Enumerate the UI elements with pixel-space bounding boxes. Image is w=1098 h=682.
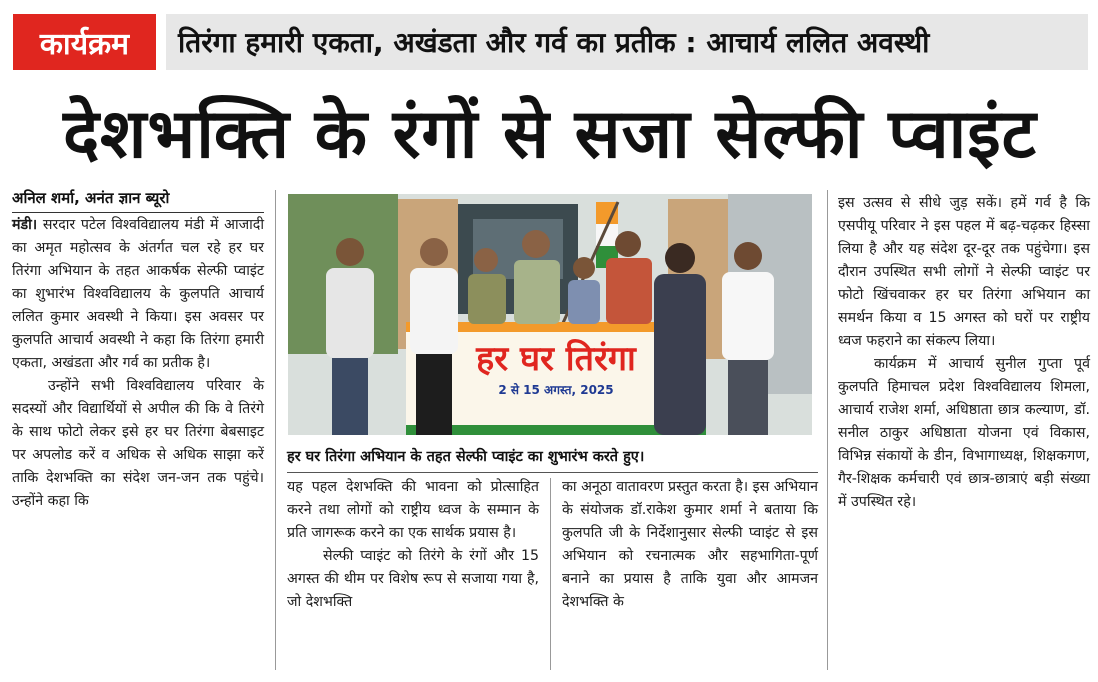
- dateline: मंडी।: [12, 217, 38, 233]
- column-divider: [827, 190, 828, 670]
- byline: अनिल शर्मा, अनंत ज्ञान ब्यूरो: [12, 188, 264, 213]
- article-column-3: [562, 476, 818, 614]
- column-divider: [550, 478, 551, 670]
- section-tag: कार्यक्रम: [13, 14, 156, 70]
- paragraph: का अनूठा वातावरण प्रस्तुत करता है। इस अभियान के संयोजक डॉ.राकेश कुमार शर्मा ने बताया कि कुलपति जी के निर्देशानुसार सेल्फी प्वाइंट से इस अभियान को रचनात्मक और सहभागिता-पूर्ण बनाने का प्रयास है ताकि युवा और आमजन देशभक्ति के: [562, 479, 819, 610]
- banner-date: 2 से 15 अगस्त, 2025: [498, 383, 614, 397]
- article-column-1: [12, 214, 264, 513]
- banner-title: हर घर तिरंगा: [476, 339, 636, 379]
- paragraph: यह पहल देशभक्ति की भावना को प्रोत्साहित करने तथा लोगों को राष्ट्रीय ध्वज के सम्मान के प्रति जागरूक करने का एक सार्थक प्रयास है।: [287, 479, 539, 541]
- paragraph: [12, 214, 264, 375]
- kicker-headline: तिरंगा हमारी एकता, अखंडता और गर्व का प्रतीक : आचार्य ललित अवस्थी: [166, 14, 1088, 70]
- main-headline: देशभक्ति के रंगों से सजा सेल्फी प्वाइंट: [63, 94, 1037, 174]
- photo-caption: हर घर तिरंगा अभियान के तहत सेल्फी प्वाइंट का शुभारंभ करते हुए।: [287, 446, 818, 473]
- news-photo: [288, 194, 812, 435]
- photo-illustration: [288, 194, 812, 435]
- paragraph: उन्होंने सभी विश्वविद्यालय परिवार के सदस्यों और विद्यार्थियों से अपील की कि वे तिरंगे के साथ फोटो लेकर इसे हर घर तिरंगा बेबसाइट पर अपलोड करें व अधिक से अधिक साझा करें ताकि देशभक्ति का संदेश जन-जन तक पहुंचे। उन्होंने कहा कि: [12, 378, 264, 509]
- column-divider: [275, 190, 276, 670]
- paragraph: कार्यक्रम में आचार्य सुनील गुप्ता पूर्व कुलपति हिमाचल प्रदेश विश्वविद्यालय शिमला, आचार्य राजेश शर्मा, अधिष्ठाता छात्र कल्याण, डॉ. सनील ठाकुर अधिष्ठाता योजना एवं विकास, विभिन्न संकायों के डीन, विभागाध्यक्ष, शिक्षकगण, गैर-शिक्षक कर्मचारी एवं छात्र-छात्राएं बड़ी संख्या में उपस्थित रहे।: [838, 356, 1090, 510]
- header-bar: [0, 0, 1098, 80]
- paragraph: इस उत्सव से सीधे जुड़ सकें। हमें गर्व है कि एसपीयू परिवार ने इस पहल में बढ़-चढ़कर हिस्सा लिया है और यह संदेश दूर-दूर तक पहुंचेगा। इस दौरान उपस्थित सभी लोगों ने सेल्फी प्वाइंट पर फोटो खिंचवाकर हर घर तिरंगा अभियान का समर्थन किया व 15 अगस्त को घरों पर राष्ट्रीय ध्वज फहराने का संकल्प लिया।: [838, 195, 1090, 349]
- paragraph-text: सरदार पटेल विश्वविद्यालय मंडी में आजादी का अमृत महोत्सव के अंतर्गत चल रहे हर घर तिरंगा अभियान के तहत आकर्षक सेल्फी प्वाइंट का शुभारंभ विश्वविद्यालय के कुलपति आचार्य ललित कुमार अवस्थी ने किया। इस अवसर पर कुलपति आचार्य अवस्थी ने कहा कि तिरंगा हमारी एकता, अखंडता और गर्व का प्रतीक है।: [12, 217, 264, 371]
- article-column-4: [838, 192, 1090, 514]
- paragraph: सेल्फी प्वाइंट को तिरंगे के रंगों और 15 अगस्त की थीम पर विशेष रूप से सजाया गया है, जो देशभक्ति: [287, 548, 539, 610]
- article-column-2: [287, 476, 539, 614]
